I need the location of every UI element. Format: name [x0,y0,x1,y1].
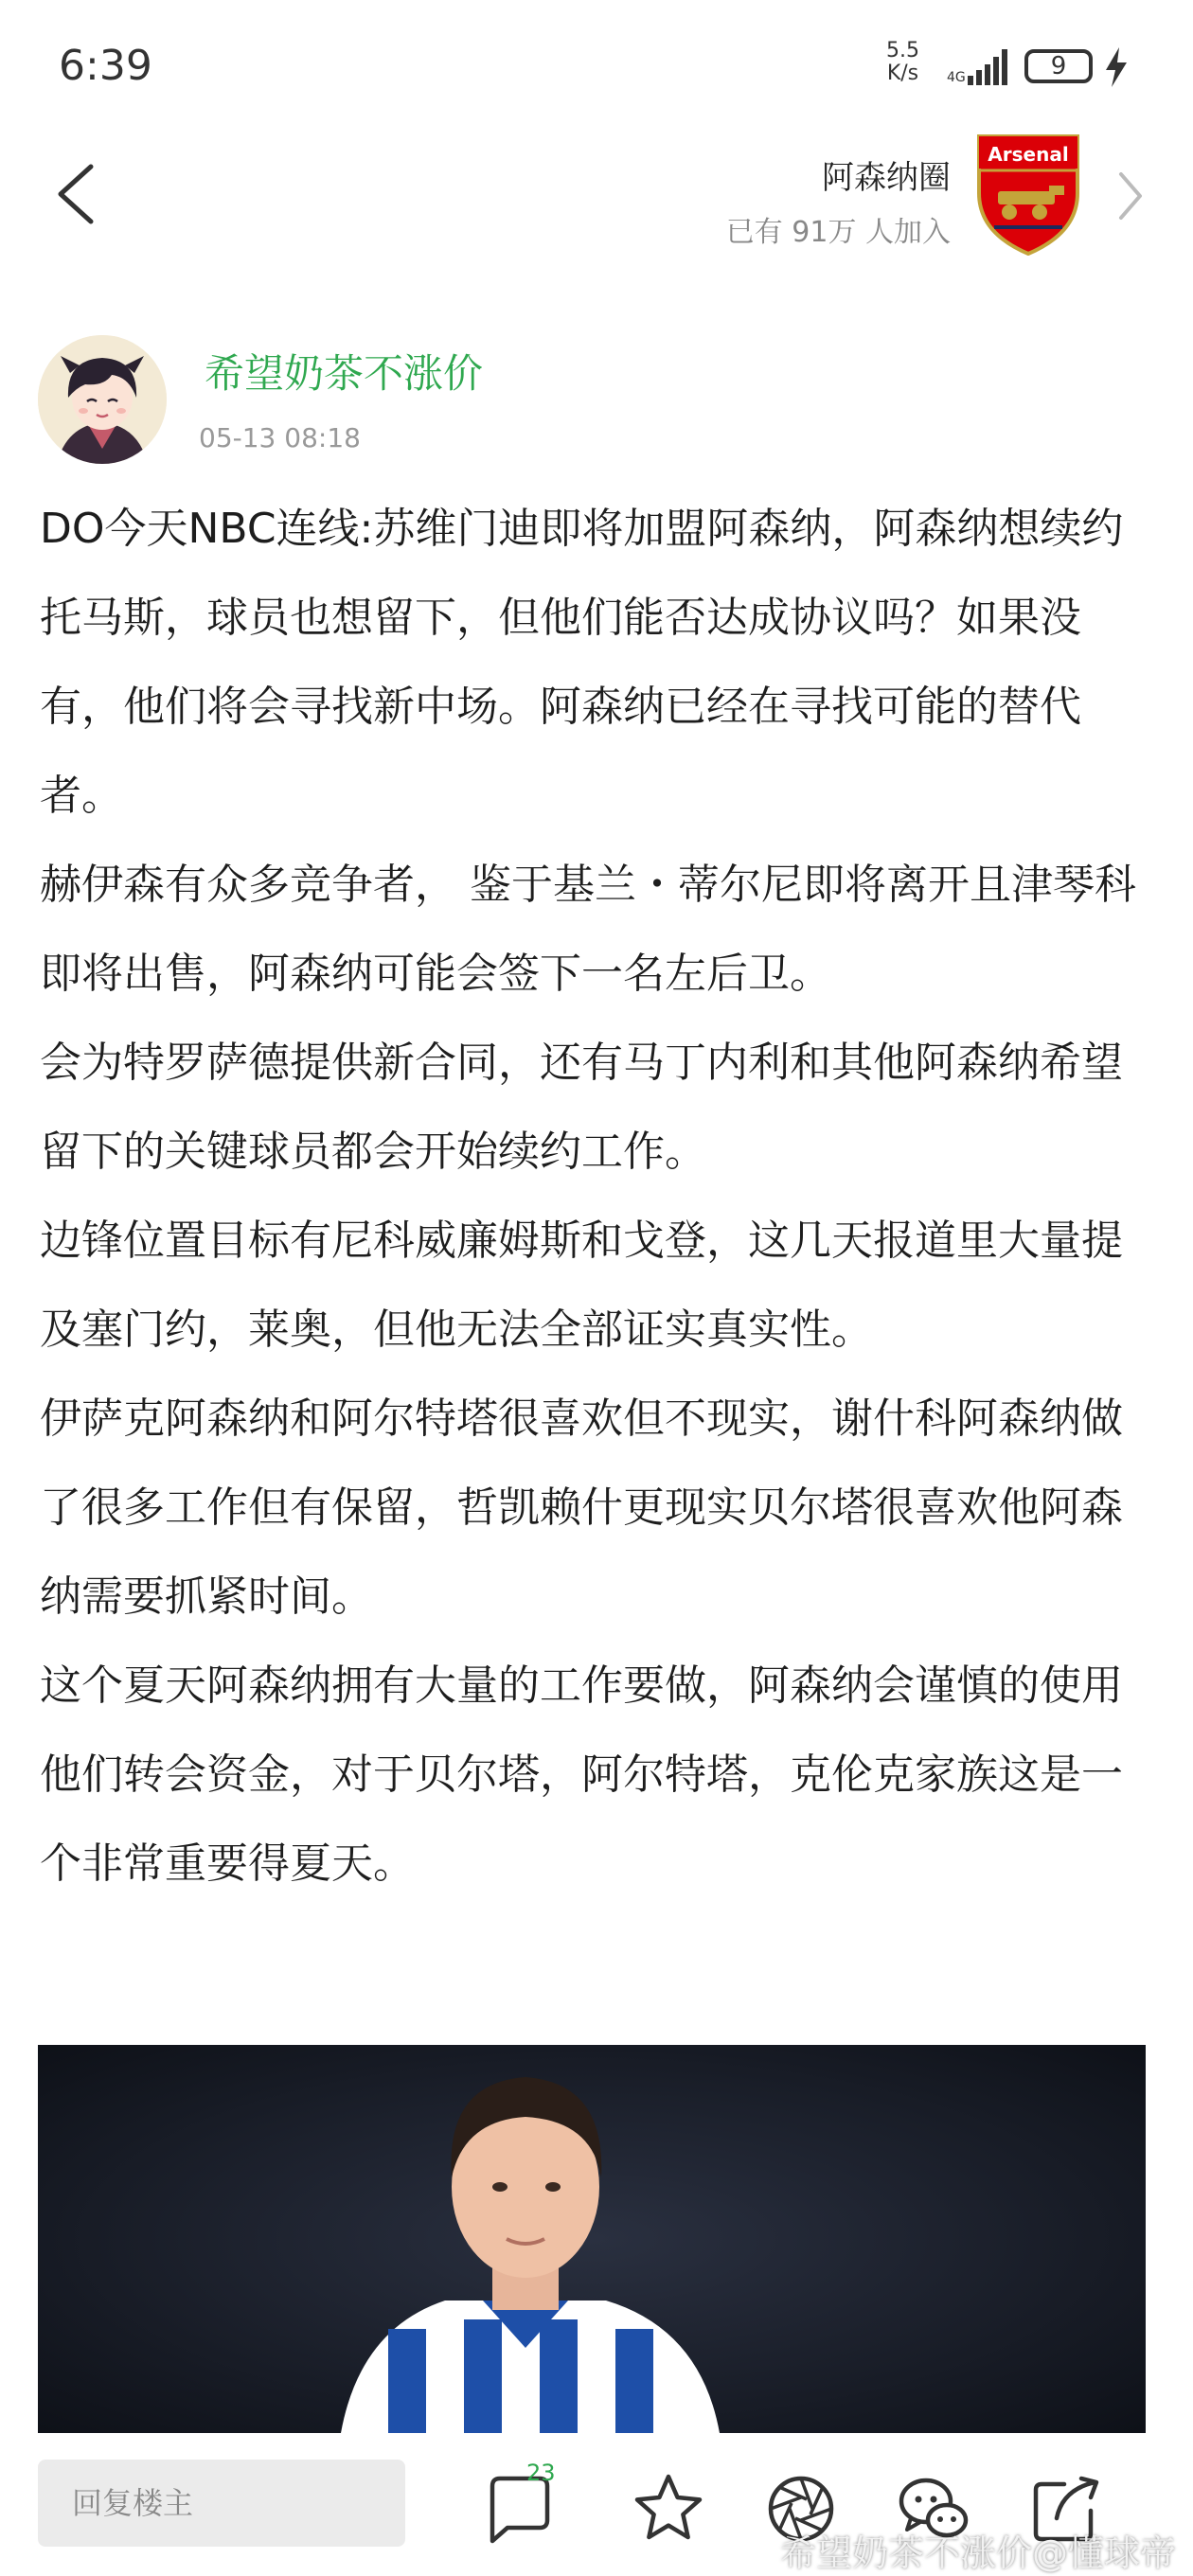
post-paragraph: 边锋位置目标有尼科威廉姆斯和戈登，这几天报道里大量提及塞门约，莱奥，但他无法全部证实真实性。 [40,1217,1123,1354]
star-icon[interactable] [631,2471,706,2547]
back-button[interactable] [49,161,100,227]
circle-member-count: 已有 91万 人加入 [725,216,951,249]
chevron-right-icon[interactable] [1115,169,1146,223]
svg-text:Arsenal: Arsenal [988,143,1069,166]
circle-name[interactable]: 阿森纳圈 [822,159,951,197]
author-name[interactable]: 希望奶茶不涨价 [205,350,484,397]
status-bar [0,0,1193,142]
author-avatar[interactable] [38,335,167,464]
battery-icon: 9 [1024,49,1093,83]
status-time: 6:39 [59,42,152,90]
post-body [40,485,1153,1909]
reply-input[interactable] [38,2460,405,2547]
post-paragraph: DO今天NBC连线:苏维门迪即将加盟阿森纳，阿森纳想续约托马斯，球员也想留下，但他们能否达成协议吗？如果没有，他们将会寻找新中场。阿森纳已经在寻找可能的替代者。 [40,505,1124,820]
avatar-illustration [38,335,167,464]
post-paragraph: 这个夏天阿森纳拥有大量的工作要做，阿森纳会谨慎的使用他们转会资金，对于贝尔塔，阿尔特塔，克伦克家族这是一个非常重要得夏天。 [40,1661,1123,1888]
post-paragraph: 伊萨克阿森纳和阿尔特塔很喜欢但不现实，谢什科阿森纳做了很多工作但有保留，哲凯赖什更现实贝尔塔很喜欢他阿森纳需要抓紧时间。 [40,1395,1123,1621]
post-paragraph: 会为特罗萨德提供新合同，还有马丁内利和其他阿森纳希望留下的关键球员都会开始续约工作。 [40,1039,1123,1176]
player-photo [38,2045,1146,2433]
post-timestamp: 05-13 08:18 [199,422,361,453]
signal-icon [947,47,1013,87]
watermark: 希望奶茶不涨价@懂球帝 [779,2532,1176,2574]
post-paragraph: 赫伊森有众多竞争者， 鉴于基兰・蒂尔尼即将离开且津琴科即将出售，阿森纳可能会签下一名左后卫。 [40,861,1136,998]
charging-icon [1102,47,1131,87]
svg-text:4G: 4G [947,70,966,85]
comment-count-badge: 23 [526,2460,556,2486]
network-speed [886,40,919,85]
bottom-action-bar [0,2433,1193,2575]
arsenal-crest-logo[interactable] [975,133,1081,256]
network-speed-unit: K/s [886,62,919,85]
post-image[interactable] [38,2045,1146,2433]
network-speed-value: 5.5 [886,39,919,62]
